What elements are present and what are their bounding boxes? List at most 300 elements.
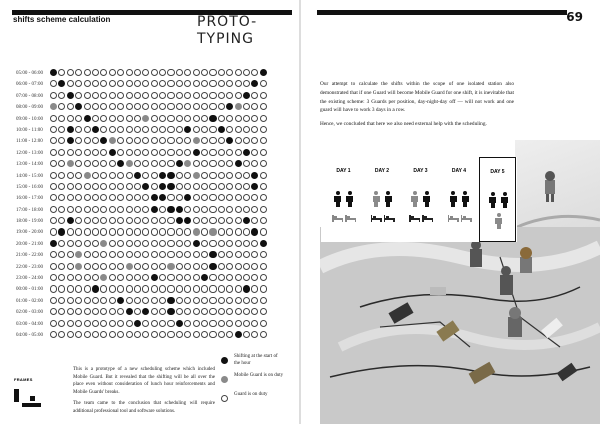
guard-dot <box>184 149 191 156</box>
guard-dot <box>84 320 91 327</box>
guard-dot <box>218 240 225 247</box>
guard-dot <box>193 251 200 258</box>
time-slot-label: 05:00 - 06:00 <box>16 71 43 76</box>
guard-dot <box>159 297 166 304</box>
guard-dot <box>260 183 267 190</box>
mobile-guard-dot <box>209 228 216 235</box>
guard-dot <box>142 274 149 281</box>
guard-dot <box>176 251 183 258</box>
guard-dot <box>218 69 225 76</box>
guard-dot <box>84 297 91 304</box>
grid-row <box>50 274 268 285</box>
shift-start-dot <box>67 92 74 99</box>
guard-dot <box>75 274 82 281</box>
guard-dot <box>201 115 208 122</box>
shift-start-dot <box>184 217 191 224</box>
guard-dot <box>193 103 200 110</box>
shift-start-dot <box>176 217 183 224</box>
guard-dot <box>226 80 233 87</box>
time-slot-label: 20:00 - 21:00 <box>16 241 43 247</box>
guard-dot <box>142 149 149 156</box>
guard-dot <box>226 251 233 258</box>
guard-dot <box>117 115 124 122</box>
guard-dot <box>126 274 133 281</box>
guard-dot <box>235 183 242 190</box>
guard-dot <box>235 263 242 270</box>
time-slot-label: 06:00 - 07:00 <box>16 82 43 88</box>
guard-dot <box>201 160 208 167</box>
guard-dot <box>159 274 166 281</box>
top-rule <box>317 10 567 15</box>
guard-dot <box>58 160 65 167</box>
guard-dot <box>218 274 225 281</box>
guard-dot <box>58 69 65 76</box>
guard-dot <box>201 240 208 247</box>
guard-dot <box>142 285 149 292</box>
guard-dot <box>218 172 225 179</box>
guard-dot <box>209 217 216 224</box>
guard-dot <box>235 217 242 224</box>
guard-dot <box>201 308 208 315</box>
grid-row <box>50 320 268 331</box>
guard-dot <box>100 263 107 270</box>
guard-dot <box>159 115 166 122</box>
guard-dot <box>260 285 267 292</box>
guard-dot <box>151 217 158 224</box>
guard-dot <box>92 115 99 122</box>
guard-dot <box>226 274 233 281</box>
guard-figure-icon <box>501 192 508 208</box>
guard-dot <box>193 183 200 190</box>
guard-dot <box>58 217 65 224</box>
guard-dot <box>67 172 74 179</box>
guard-dot <box>251 126 258 133</box>
guard-dot <box>109 206 116 213</box>
guard-dot <box>100 115 107 122</box>
time-slot-label: 10:00 - 11:00 <box>16 127 43 133</box>
shift-start-dot <box>126 308 133 315</box>
guard-dot <box>251 206 258 213</box>
guard-dot <box>134 228 141 235</box>
guard-dot <box>126 92 133 99</box>
guard-dot <box>159 263 166 270</box>
guard-dot <box>226 92 233 99</box>
guard-dot <box>176 92 183 99</box>
guard-dot <box>58 137 65 144</box>
guard-dot <box>92 80 99 87</box>
guard-dot <box>100 172 107 179</box>
guard-dot <box>67 149 74 156</box>
mobile-guard-dot <box>67 160 74 167</box>
bed-icon <box>384 215 395 222</box>
legend-label: Mobile Guard is on duty <box>234 373 284 378</box>
guard-dot <box>209 297 216 304</box>
grid-row <box>50 149 268 160</box>
guard-dot <box>209 92 216 99</box>
page-number: 69 <box>566 10 583 24</box>
guard-dot <box>167 149 174 156</box>
guard-dot <box>50 172 57 179</box>
guard-dot <box>92 160 99 167</box>
guard-dot <box>151 126 158 133</box>
guard-dot <box>218 217 225 224</box>
shift-start-dot <box>109 149 116 156</box>
shift-start-dot <box>260 240 267 247</box>
guard-dot <box>84 160 91 167</box>
guard-dot <box>126 297 133 304</box>
day-column-1 <box>325 157 362 242</box>
shift-start-dot <box>134 172 141 179</box>
guard-dot <box>184 103 191 110</box>
guard-dot <box>201 206 208 213</box>
guard-dot <box>92 331 99 338</box>
guard-dot <box>58 103 65 110</box>
guard-dot <box>117 285 124 292</box>
guard-dot <box>126 217 133 224</box>
guard-dot <box>100 320 107 327</box>
guard-dot <box>92 172 99 179</box>
guard-dot <box>209 80 216 87</box>
guard-dot <box>218 183 225 190</box>
guard-dot <box>126 172 133 179</box>
guard-dot <box>260 126 267 133</box>
guard-dot <box>159 285 166 292</box>
guard-dot <box>126 285 133 292</box>
guard-dot <box>176 80 183 87</box>
time-slot-label: 14:00 - 15:00 <box>16 173 43 179</box>
guard-dot <box>100 92 107 99</box>
guard-dot <box>75 115 82 122</box>
guard-dot <box>176 172 183 179</box>
shift-start-dot <box>50 240 57 247</box>
guard-dot <box>84 308 91 315</box>
guard-dot <box>50 149 57 156</box>
guard-dot <box>201 194 208 201</box>
guard-dot <box>142 92 149 99</box>
guard-dot <box>218 251 225 258</box>
guard-dot <box>67 69 74 76</box>
guard-dot <box>92 274 99 281</box>
guard-dot <box>92 228 99 235</box>
guard-dot <box>193 160 200 167</box>
guard-dot <box>151 183 158 190</box>
guard-dot <box>193 194 200 201</box>
guard-dot <box>100 194 107 201</box>
time-slot-label: 09:00 - 10:00 <box>16 116 43 122</box>
guard-dot <box>235 251 242 258</box>
guard-figure-icon <box>334 191 341 207</box>
day-label: DAY 5 <box>490 169 505 175</box>
guard-figure-icon <box>373 191 380 207</box>
guard-dot <box>209 149 216 156</box>
guard-dot <box>226 308 233 315</box>
guard-dot <box>209 69 216 76</box>
guard-dot <box>159 217 166 224</box>
guard-dot <box>176 228 183 235</box>
guard-dot <box>251 92 258 99</box>
guard-dot <box>209 160 216 167</box>
guard-dot <box>134 80 141 87</box>
guard-dot <box>218 80 225 87</box>
guard-dot <box>218 149 225 156</box>
guard-dot <box>84 149 91 156</box>
guard-dot <box>75 160 82 167</box>
guard-dot <box>243 308 250 315</box>
guard-dot <box>100 217 107 224</box>
guard-dot <box>251 320 258 327</box>
guard-dot <box>75 137 82 144</box>
shift-start-dot <box>75 103 82 110</box>
guard-dot <box>109 126 116 133</box>
guard-dot <box>184 115 191 122</box>
guard-dot <box>201 103 208 110</box>
shift-start-dot <box>117 160 124 167</box>
guard-dot <box>193 320 200 327</box>
guard-dot <box>151 240 158 247</box>
days-diagram <box>321 157 517 242</box>
shift-start-dot <box>235 160 242 167</box>
guard-dot <box>100 251 107 258</box>
guard-dot <box>184 92 191 99</box>
grid-row <box>50 115 268 126</box>
guard-dot <box>235 285 242 292</box>
guard-dot <box>109 183 116 190</box>
guard-dot <box>235 92 242 99</box>
shift-start-dot <box>151 206 158 213</box>
guard-dot <box>117 240 124 247</box>
guard-dot <box>117 251 124 258</box>
guard-dot <box>218 331 225 338</box>
time-slot-label: 17:00 - 18:00 <box>16 207 43 213</box>
guard-dot <box>126 126 133 133</box>
guard-dot <box>260 194 267 201</box>
guard-dot <box>58 331 65 338</box>
legend-black-dot-icon <box>221 357 228 364</box>
guard-dot <box>50 92 57 99</box>
guard-dot <box>151 285 158 292</box>
guard-dot <box>167 115 174 122</box>
guard-dot <box>75 297 82 304</box>
guard-figure-icon <box>462 191 469 207</box>
guard-dot <box>260 274 267 281</box>
shift-start-dot <box>67 126 74 133</box>
mobile-guard-dot <box>75 251 82 258</box>
guard-dot <box>109 217 116 224</box>
guard-dot <box>184 320 191 327</box>
guard-dot <box>117 274 124 281</box>
guard-dot <box>109 228 116 235</box>
guard-dot <box>92 149 99 156</box>
shift-start-dot <box>251 172 258 179</box>
guard-dot <box>159 320 166 327</box>
guard-dot <box>134 206 141 213</box>
guard-dot <box>92 251 99 258</box>
guard-dot <box>142 263 149 270</box>
prototype-description <box>73 366 215 420</box>
guard-dot <box>167 80 174 87</box>
guard-dot <box>235 240 242 247</box>
guard-dot <box>218 308 225 315</box>
left-page <box>0 0 299 424</box>
guard-dot <box>92 206 99 213</box>
guard-dot <box>109 285 116 292</box>
guard-dot <box>151 228 158 235</box>
guard-dot <box>58 263 65 270</box>
guard-dot <box>58 115 65 122</box>
guard-dot <box>92 297 99 304</box>
guard-dot <box>92 183 99 190</box>
guard-dot <box>117 126 124 133</box>
guard-dot <box>260 320 267 327</box>
guard-dot <box>134 251 141 258</box>
guard-dot <box>235 126 242 133</box>
guard-dot <box>67 251 74 258</box>
photo-background-upper <box>515 140 600 230</box>
guard-dot <box>142 217 149 224</box>
bed-icon <box>332 215 343 222</box>
guard-dot <box>151 137 158 144</box>
guard-figure-icon <box>450 191 457 207</box>
guard-dot <box>117 331 124 338</box>
guard-dot <box>167 126 174 133</box>
guard-dot <box>75 183 82 190</box>
guard-dot <box>126 80 133 87</box>
shift-start-dot <box>117 297 124 304</box>
shift-start-dot <box>159 172 166 179</box>
guard-dot <box>201 331 208 338</box>
guard-dot <box>226 160 233 167</box>
guard-dot <box>134 103 141 110</box>
guard-dot <box>134 137 141 144</box>
guard-dot <box>75 194 82 201</box>
guard-dot <box>75 228 82 235</box>
guard-dot <box>251 149 258 156</box>
guard-dot <box>134 308 141 315</box>
page-title <box>197 14 267 48</box>
guard-dot <box>50 183 57 190</box>
grid-row <box>50 228 268 239</box>
guard-dot <box>67 285 74 292</box>
bed-icon <box>461 215 472 222</box>
time-slot-label: 22:00 - 23:00 <box>16 264 43 270</box>
guard-dot <box>142 69 149 76</box>
guard-dot <box>84 103 91 110</box>
shift-start-dot <box>151 194 158 201</box>
guard-dot <box>260 297 267 304</box>
guard-dot <box>251 263 258 270</box>
guard-dot <box>235 172 242 179</box>
guard-dot <box>159 69 166 76</box>
guard-dot <box>84 194 91 201</box>
guard-figure-icon <box>346 191 353 207</box>
guard-dot <box>167 194 174 201</box>
time-slot-label: 03:00 - 04:00 <box>16 321 43 327</box>
guard-dot <box>126 206 133 213</box>
guard-dot <box>109 92 116 99</box>
shift-start-dot <box>251 183 258 190</box>
guard-dot <box>151 172 158 179</box>
guard-dot <box>260 115 267 122</box>
guard-dot <box>75 126 82 133</box>
guard-dot <box>243 263 250 270</box>
guard-dot <box>209 137 216 144</box>
guard-dot <box>151 149 158 156</box>
guard-dot <box>201 172 208 179</box>
guard-dot <box>58 126 65 133</box>
guard-dot <box>109 240 116 247</box>
guard-dot <box>167 217 174 224</box>
guard-dot <box>235 137 242 144</box>
guard-dot <box>201 126 208 133</box>
guard-dot <box>126 228 133 235</box>
photo-scene-icon <box>320 227 600 424</box>
guard-dot <box>58 149 65 156</box>
guard-dot <box>84 331 91 338</box>
guard-dot <box>243 297 250 304</box>
shift-start-dot <box>151 274 158 281</box>
guard-dot <box>167 274 174 281</box>
guard-dot <box>167 320 174 327</box>
shift-start-dot <box>193 240 200 247</box>
shift-start-dot <box>84 115 91 122</box>
guard-dot <box>58 274 65 281</box>
guard-dot <box>50 160 57 167</box>
grid-row <box>50 92 268 103</box>
guard-dot <box>58 194 65 201</box>
photo-figure-icon <box>515 140 600 230</box>
time-slot-label: 13:00 - 14:00 <box>16 162 43 168</box>
guard-dot <box>251 115 258 122</box>
guard-dot <box>159 206 166 213</box>
guard-dot <box>142 194 149 201</box>
guard-dot <box>134 126 141 133</box>
guard-dot <box>243 206 250 213</box>
guard-dot <box>226 126 233 133</box>
guard-dot <box>243 137 250 144</box>
guard-dot <box>226 285 233 292</box>
shift-start-dot <box>100 137 107 144</box>
guard-dot <box>50 217 57 224</box>
guard-dot <box>151 92 158 99</box>
guard-dot <box>126 240 133 247</box>
guard-dot <box>243 115 250 122</box>
guard-dot <box>218 263 225 270</box>
guard-dot <box>100 228 107 235</box>
guard-dot <box>50 274 57 281</box>
time-slot-label: 18:00 - 19:00 <box>16 219 43 225</box>
frames-logo-icon <box>14 385 44 411</box>
guard-dot <box>109 115 116 122</box>
guard-dot <box>243 240 250 247</box>
guard-dot <box>92 69 99 76</box>
guard-dot <box>159 160 166 167</box>
guard-dot <box>142 251 149 258</box>
guard-dot <box>184 240 191 247</box>
shift-start-dot <box>58 228 65 235</box>
guard-dot <box>151 80 158 87</box>
mobile-guard-dot <box>109 137 116 144</box>
guard-dot <box>243 103 250 110</box>
grid-row <box>50 285 268 296</box>
mobile-guard-dot <box>50 103 57 110</box>
guard-dot <box>109 172 116 179</box>
guard-dot <box>226 228 233 235</box>
shift-start-dot <box>260 69 267 76</box>
guard-dot <box>209 274 216 281</box>
guard-dot <box>193 297 200 304</box>
guard-dot <box>184 263 191 270</box>
shift-start-dot <box>67 217 74 224</box>
